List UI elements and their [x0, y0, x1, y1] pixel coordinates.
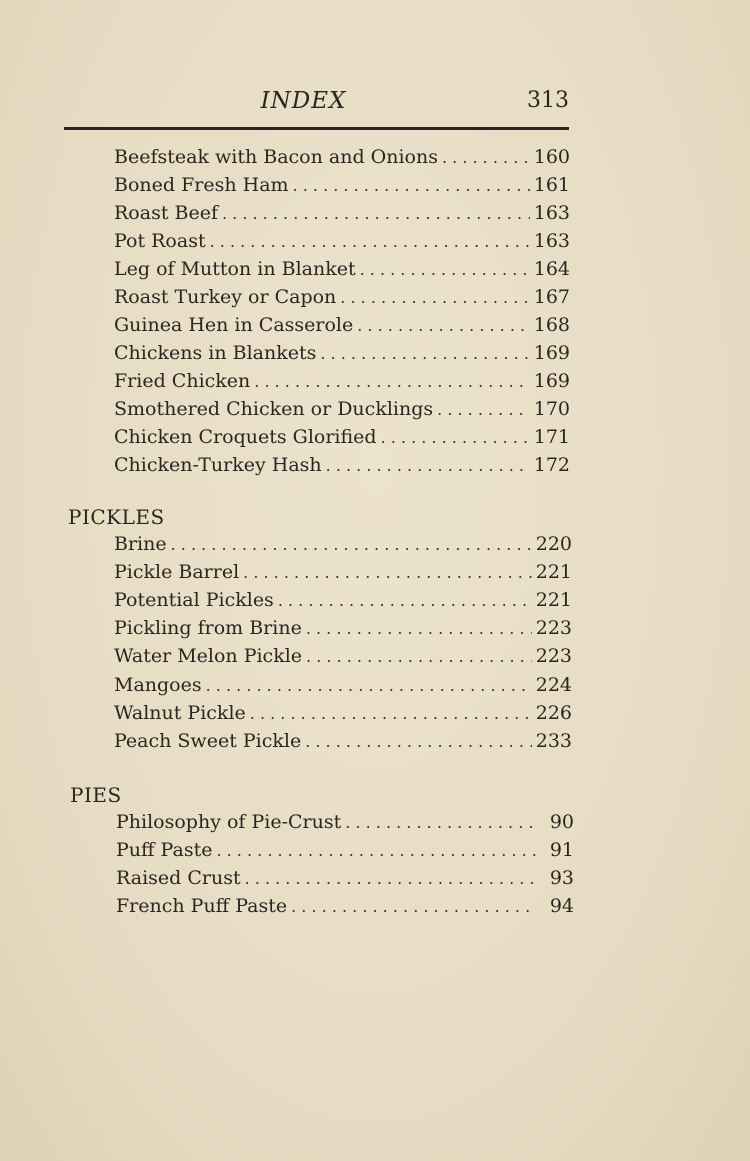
dot-leader — [206, 676, 532, 695]
dot-leader — [306, 619, 532, 638]
dot-leader — [243, 563, 532, 582]
entry-name: Boned Fresh Ham — [114, 174, 289, 196]
page-title: INDEX — [260, 88, 347, 114]
entry-name: Mangoes — [114, 673, 202, 696]
dot-leader — [210, 232, 530, 251]
index-entry — [114, 533, 572, 561]
index-entry — [114, 674, 572, 702]
dot-leader — [250, 704, 532, 723]
entry-page-number: 90 — [549, 811, 574, 833]
section-heading-pies: PIES — [70, 783, 122, 807]
entry-name: Chicken Croquets Glorified — [114, 426, 377, 448]
index-entry — [114, 174, 570, 202]
entry-page-number: 223 — [535, 617, 572, 640]
dot-leader — [360, 260, 530, 279]
index-entry — [114, 342, 570, 370]
dot-leader — [305, 732, 532, 751]
entry-page-number: 170 — [533, 398, 570, 420]
entry-page-number: 168 — [533, 314, 570, 336]
entry-page-number: 161 — [533, 174, 570, 196]
entry-page-number: 233 — [535, 729, 572, 752]
entry-name: Roast Beef — [114, 202, 218, 224]
entry-name: French Puff Paste — [116, 895, 288, 917]
entry-name: Guinea Hen in Casserole — [114, 314, 354, 336]
dot-leader — [437, 400, 530, 419]
index-entry — [114, 370, 570, 398]
section-heading-pickles: PICKLES — [68, 505, 165, 529]
entry-name: Pickling from Brine — [114, 617, 302, 640]
entry-page-number: 221 — [535, 589, 572, 612]
dot-leader — [216, 841, 536, 860]
entry-page-number: 91 — [549, 839, 574, 861]
entry-name: Roast Turkey or Capon — [114, 286, 337, 308]
entry-page-number: 160 — [533, 146, 570, 168]
index-entry — [114, 230, 570, 258]
dot-leader — [293, 176, 530, 195]
index-entry — [114, 202, 570, 230]
index-entry — [114, 730, 572, 758]
dot-leader — [340, 288, 529, 307]
index-entry — [116, 811, 574, 839]
entry-name: Pickle Barrel — [114, 561, 240, 584]
header-rule — [64, 127, 569, 130]
entry-page-number: 164 — [533, 258, 570, 280]
index-entry — [114, 258, 570, 286]
index-entry — [114, 589, 572, 617]
index-entry — [114, 398, 570, 426]
index-entry — [116, 867, 574, 895]
entry-page-number: 169 — [533, 370, 570, 392]
entry-page-number: 169 — [533, 342, 570, 364]
entry-name: Water Melon Pickle — [114, 645, 303, 668]
dot-leader — [320, 344, 529, 363]
index-entry — [114, 286, 570, 314]
entry-name: Pot Roast — [114, 230, 206, 252]
dot-leader — [381, 428, 530, 447]
dot-leader — [291, 897, 536, 916]
dot-leader — [345, 813, 536, 832]
entry-page-number: 220 — [535, 533, 572, 555]
entry-name: Smothered Chicken or Ducklings — [114, 398, 434, 420]
entry-name: Beefsteak with Bacon and Onions — [114, 146, 438, 168]
index-entry — [114, 314, 570, 342]
dot-leader — [245, 869, 536, 888]
entry-page-number: 163 — [533, 230, 570, 252]
page-number: 313 — [527, 88, 569, 113]
entry-name: Puff Paste — [116, 839, 213, 861]
dot-leader — [357, 316, 529, 335]
dot-leader — [222, 204, 530, 223]
dot-leader — [278, 591, 532, 610]
entry-name: Chickens in Blankets — [114, 342, 317, 364]
entry-name: Walnut Pickle — [114, 701, 246, 724]
dot-leader — [326, 456, 530, 475]
entry-page-number: 172 — [533, 454, 570, 476]
entry-page-number: 221 — [535, 561, 572, 584]
index-entry — [116, 839, 574, 867]
entry-name: Potential Pickles — [114, 589, 274, 612]
entry-page-number: 171 — [533, 426, 570, 448]
entry-name: Peach Sweet Pickle — [114, 729, 302, 752]
entry-name: Philosophy of Pie-Crust — [116, 811, 342, 833]
entry-page-number: 167 — [533, 286, 570, 308]
index-entry — [114, 146, 570, 174]
dot-leader — [442, 148, 530, 167]
entry-page-number: 94 — [549, 895, 574, 917]
entry-name: Raised Crust — [116, 867, 241, 889]
page-header — [64, 88, 569, 124]
entry-page-number: 163 — [533, 202, 570, 224]
dot-leader — [171, 535, 532, 554]
index-entry — [114, 645, 572, 673]
index-entry — [114, 617, 572, 645]
index-entry — [116, 895, 574, 923]
entry-name: Fried Chicken — [114, 370, 251, 392]
dot-leader — [306, 647, 532, 666]
index-entry — [114, 561, 572, 589]
index-entry — [114, 454, 570, 482]
entry-page-number: 226 — [535, 701, 572, 724]
entry-name: Brine — [114, 533, 167, 555]
entry-name: Leg of Mutton in Blanket — [114, 258, 356, 280]
entry-page-number: 224 — [535, 673, 572, 696]
entry-name: Chicken-Turkey Hash — [114, 454, 322, 476]
entry-page-number: 223 — [535, 645, 572, 668]
index-entry — [114, 702, 572, 730]
dot-leader — [254, 372, 529, 391]
entry-page-number: 93 — [549, 867, 574, 889]
index-entry — [114, 426, 570, 454]
